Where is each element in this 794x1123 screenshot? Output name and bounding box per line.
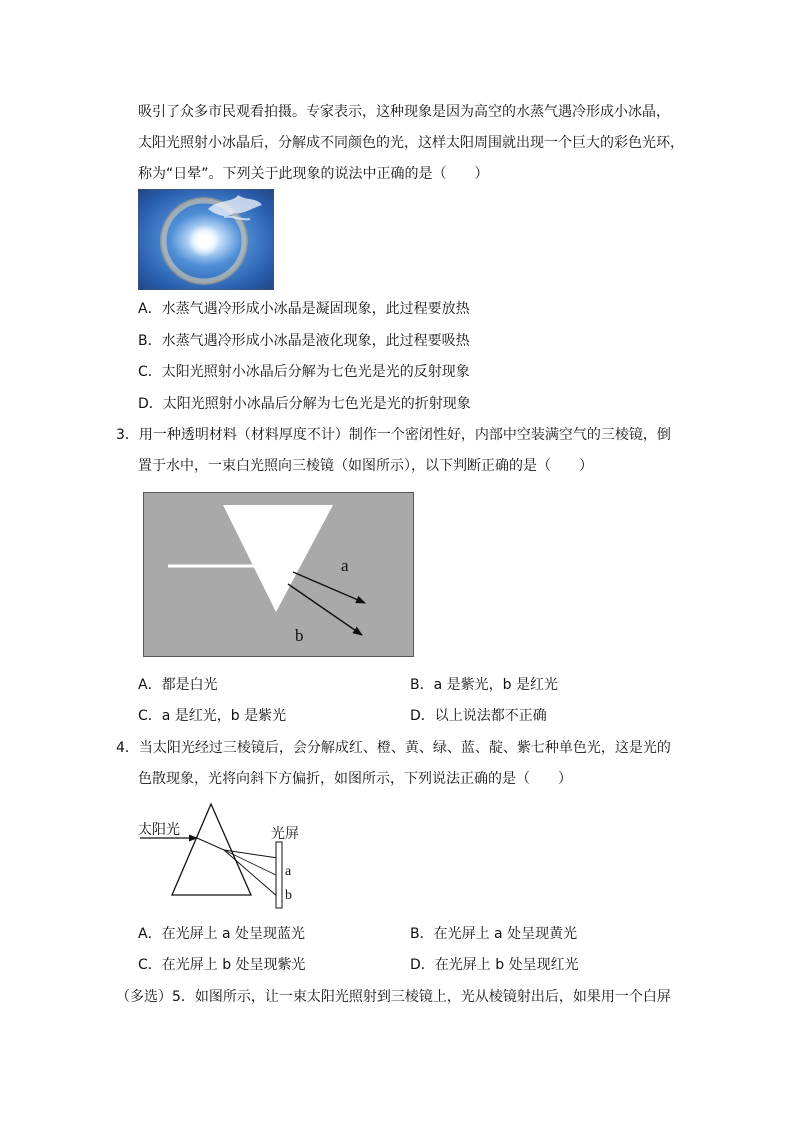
- q3-option-d: D．以上说法都不正确: [410, 708, 547, 724]
- q4-option-c: C．在光屏上 b 处呈现紫光: [138, 957, 306, 973]
- light-screen: [276, 842, 282, 908]
- q5-text-line1: （多选）5．如图所示，让一束太阳光照射到三棱镜上，光从棱镜射出后，如果用一个白屏: [116, 989, 671, 1005]
- q4-option-a: A．在光屏上 a 处呈现蓝光: [138, 926, 306, 942]
- sun-halo-photo: [138, 189, 274, 290]
- q2-option-c: C．太阳光照射小冰晶后分解为七色光是光的反射现象: [138, 364, 470, 380]
- q2-text-line1: 吸引了众多市民观看拍摄。专家表示，这种现象是因为高空的水蒸气遇冷形成小冰晶，: [138, 104, 670, 120]
- q2-text-line3: 称为“日晕”。下列关于此现象的说法中正确的是（ ）: [138, 166, 489, 182]
- sunlight-label: 太阳光: [138, 822, 180, 838]
- refracted-ray-inner: [197, 838, 224, 850]
- q2-option-b: B．水蒸气遇冷形成小冰晶是液化现象，此过程要吸热: [138, 333, 470, 349]
- label-b: b: [285, 888, 292, 903]
- label-a: a: [341, 556, 349, 575]
- q4-option-d: D．在光屏上 b 处呈现红光: [410, 957, 579, 973]
- q3-text-line1: 3．用一种透明材料（材料厚度不计）制作一个密闭性好，内部中空装满空气的三棱镜，倒: [116, 427, 671, 443]
- q3-option-a: A．都是白光: [138, 677, 218, 693]
- label-a: a: [285, 864, 292, 879]
- q2-text-line2: 太阳光照射小冰晶后，分解成不同颜色的光，这样太阳周围就出现一个巨大的彩色光环，: [138, 135, 684, 151]
- prism-dispersion-figure: [138, 800, 318, 912]
- q3-text-line2: 置于水中，一束白光照向三棱镜（如图所示），以下判断正确的是（ ）: [138, 458, 593, 474]
- q3-option-b: B．a 是紫光，b 是红光: [410, 677, 558, 693]
- label-b: b: [295, 626, 304, 645]
- prism-outline: [172, 804, 251, 895]
- q4-text-line1: 4．当太阳光经过三棱镜后，会分解成红、橙、黄、绿、蓝、靛、紫七种单色光，这是光的: [116, 740, 671, 756]
- q2-option-a: A．水蒸气遇冷形成小冰晶是凝固现象，此过程要放热: [138, 301, 470, 317]
- q2-option-d: D．太阳光照射小冰晶后分解为七色光是光的折射现象: [138, 396, 471, 412]
- q3-option-c: C．a 是红光，b 是紫光: [138, 708, 287, 724]
- screen-label: 光屏: [271, 826, 299, 842]
- q4-option-b: B．在光屏上 a 处呈现黄光: [410, 926, 578, 942]
- prism-in-water-figure: [143, 492, 414, 657]
- q4-text-line2: 色散现象，光将向斜下方偏折，如图所示，下列说法正确的是（ ）: [138, 771, 572, 787]
